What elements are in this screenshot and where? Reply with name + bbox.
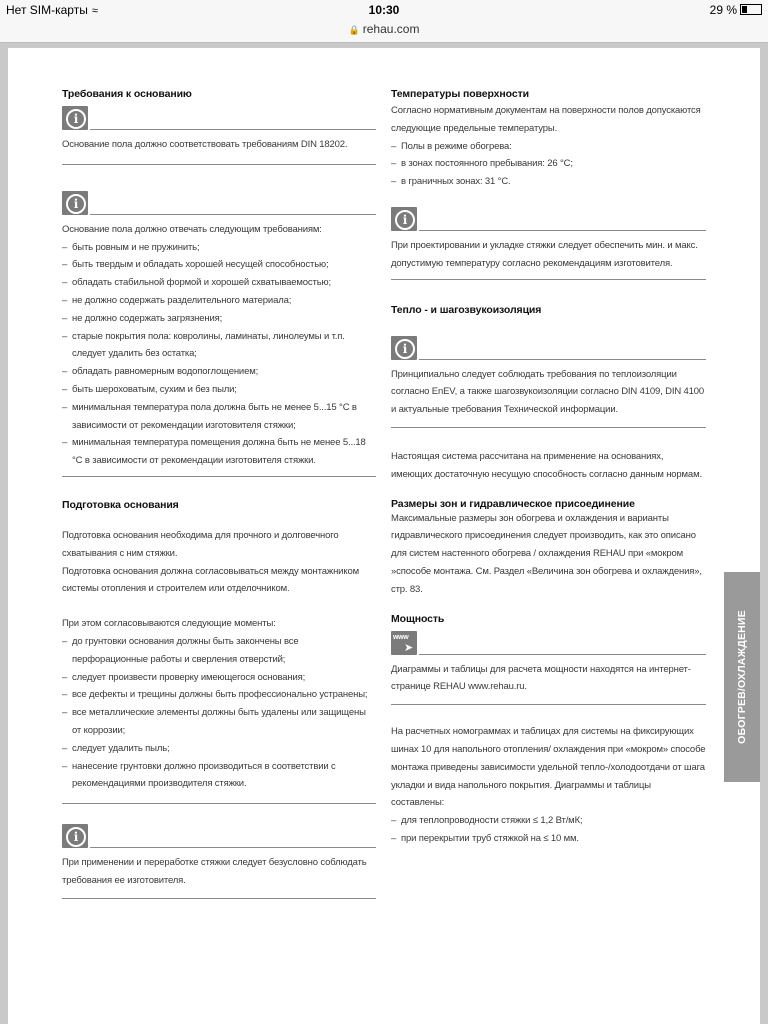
info-icon: i — [391, 336, 417, 360]
url-text: rehau.com — [362, 22, 420, 36]
list-item: – все металлические элементы должны быть удалены или защищены от коррозии; — [62, 704, 376, 740]
wifi-icon: ≈ — [91, 5, 98, 17]
list-item: – быть ровным и не пружинить; — [62, 239, 376, 257]
address-bar[interactable] — [0, 20, 768, 43]
divider — [62, 803, 376, 804]
paragraph: Диаграммы и таблицы для расчета мощности находятся на интернет-странице REHAU www.rehau.ru. — [391, 663, 691, 693]
info-box — [62, 106, 376, 130]
list-item: – быть твердым и обладать хорошей несущей способностью; — [62, 256, 376, 274]
list-item: – Полы в режиме обогрева: — [391, 138, 706, 156]
list-item: – до грунтовки основания должны быть закончены все перфорационные работы и сверления отверстий; — [62, 633, 376, 669]
chapter-tab — [724, 572, 760, 782]
requirements-list — [62, 239, 376, 470]
list-item: – следует произвести проверку имеющегося основания; — [62, 669, 376, 687]
list-item: – все дефекты и трещины должны быть профессионально устранены; — [62, 686, 376, 704]
chapter-tab-label: ОБОГРЕВ/ОХЛАЖДЕНИЕ — [736, 610, 748, 744]
list-item: – не должно содержать разделительного материала; — [62, 292, 376, 310]
section-title: Требования к основанию — [62, 88, 192, 100]
web-link-icon: www ➤ — [391, 631, 417, 655]
info-icon: i — [62, 824, 88, 848]
section-title: Температуры поверхности — [391, 88, 529, 100]
list-item: – не должно содержать загрязнения; — [62, 310, 376, 328]
divider — [391, 427, 706, 428]
section-title: Подготовка основания — [62, 498, 179, 511]
info-icon: i — [62, 106, 88, 130]
list-item: – быть шероховатым, сухим и без пыли; — [62, 381, 376, 399]
list-item: – нанесение грунтовки должно производиться в соответствии с рекомендациями производителя стяжки. — [62, 758, 376, 794]
paragraph: На расчетных номограммах и таблицах для системы на фиксирующих шинах 10 для напольного отопления/ охлаждения при «мокром» способе монтажа приведены зависимости удельной тепло-/холодоотдачи от шага укладки и вида напольного покрытия. Диаграммы и таблицы составлены: — [391, 726, 706, 809]
right-column — [391, 88, 706, 848]
clock: 10:30 — [368, 3, 400, 17]
paragraph: Основание пола должно отвечать следующим требованиям: — [62, 223, 322, 235]
list-item: – минимальная температура помещения должна быть не менее 5...18 °С в зависимости от рекомендации изготовителя стяжки. — [62, 434, 376, 470]
battery-icon — [740, 4, 762, 15]
paragraph: Подготовка основания должна согласовываться между монтажником системы отопления и строителем или отделочником. — [62, 565, 359, 595]
section-title: Мощность — [391, 612, 445, 625]
paragraph: Согласно нормативным документам на поверхности полов допускаются следующие предельные температуры. — [391, 105, 701, 134]
info-box — [391, 207, 706, 231]
list-item: – при перекрытии труб стяжкой на ≤ 10 мм. — [391, 830, 706, 848]
list-item: – следует удалить пыль; — [62, 740, 376, 758]
divider — [391, 279, 706, 280]
list-item: – обладать стабильной формой и хорошей схватываемостью; — [62, 274, 376, 292]
divider — [391, 704, 706, 705]
info-box — [391, 336, 706, 360]
section-title: Размеры зон и гидравлическое присоединение — [391, 497, 635, 510]
divider — [62, 164, 376, 165]
web-box — [391, 631, 706, 655]
left-column — [62, 88, 376, 899]
list-item: – для теплопроводности стяжки ≤ 1,2 Вт/мК; — [391, 812, 706, 830]
carrier: Нет SIM-карты ≈ — [6, 3, 98, 17]
divider — [62, 476, 376, 477]
battery-indicator: 29 % — [710, 3, 762, 17]
paragraph: При применении и переработке стяжки следует безусловно соблюдать требования ее изготовителя. — [62, 857, 367, 886]
conditions-list — [391, 812, 706, 848]
divider — [62, 898, 376, 899]
paragraph: Максимальные размеры зон обогрева и охлаждения и варианты гидравлического присоединения следует производить, как это описано для систем настенного обогрева / охлаждения REHAU при «мокром »способе монтажа. См. Раздел «Величина зон обогрева и охлаждения», стр. 83. — [391, 512, 702, 595]
info-box — [62, 191, 376, 215]
paragraph: Основание пола должно соответствовать требованиям DIN 18202. — [62, 139, 348, 150]
list-item: – старые покрытия пола: ковролины, ламинаты, линолеумы и т.п. следует удалить без остатка; — [62, 328, 376, 364]
paragraph: Принципиально следует соблюдать требования по теплоизоляции согласно EnEV, а также шагозвукоизоляции согласно DIN 4109, DIN 4100 и актуальные требования Технической информации. — [391, 368, 705, 416]
list-item: – обладать равномерным водопоглощением; — [62, 363, 376, 381]
preparation-list — [62, 633, 376, 793]
list-item: – в граничных зонах: 31 °С. — [391, 173, 706, 191]
list-item: – минимальная температура пола должна быть не менее 5...15 °С в зависимости от рекомендации изготовителя стяжки; — [62, 399, 376, 435]
temperature-list — [391, 138, 706, 191]
paragraph: Подготовка основания необходима для прочного и долговечного схватывания с ним стяжки. — [62, 529, 339, 559]
paragraph: При проектировании и укладке стяжки следует обеспечить мин. и макс. допустимую температуру согласно рекомендациям изготовителя. — [391, 239, 698, 269]
section-title: Тепло - и шагозвукоизоляция — [391, 303, 542, 316]
lock-icon: 🔒 — [348, 25, 360, 35]
list-item: – в зонах постоянного пребывания: 26 °С; — [391, 155, 706, 173]
document-page — [8, 48, 760, 1024]
info-icon: i — [391, 207, 417, 231]
status-bar — [0, 0, 768, 20]
paragraph: При этом согласовываются следующие моменты: — [62, 618, 276, 630]
paragraph: Настоящая система рассчитана на применение на основаниях, имеющих достаточную несущую способность согласно данным нормам. — [391, 450, 702, 480]
info-box — [62, 824, 376, 848]
info-icon: i — [62, 191, 88, 215]
